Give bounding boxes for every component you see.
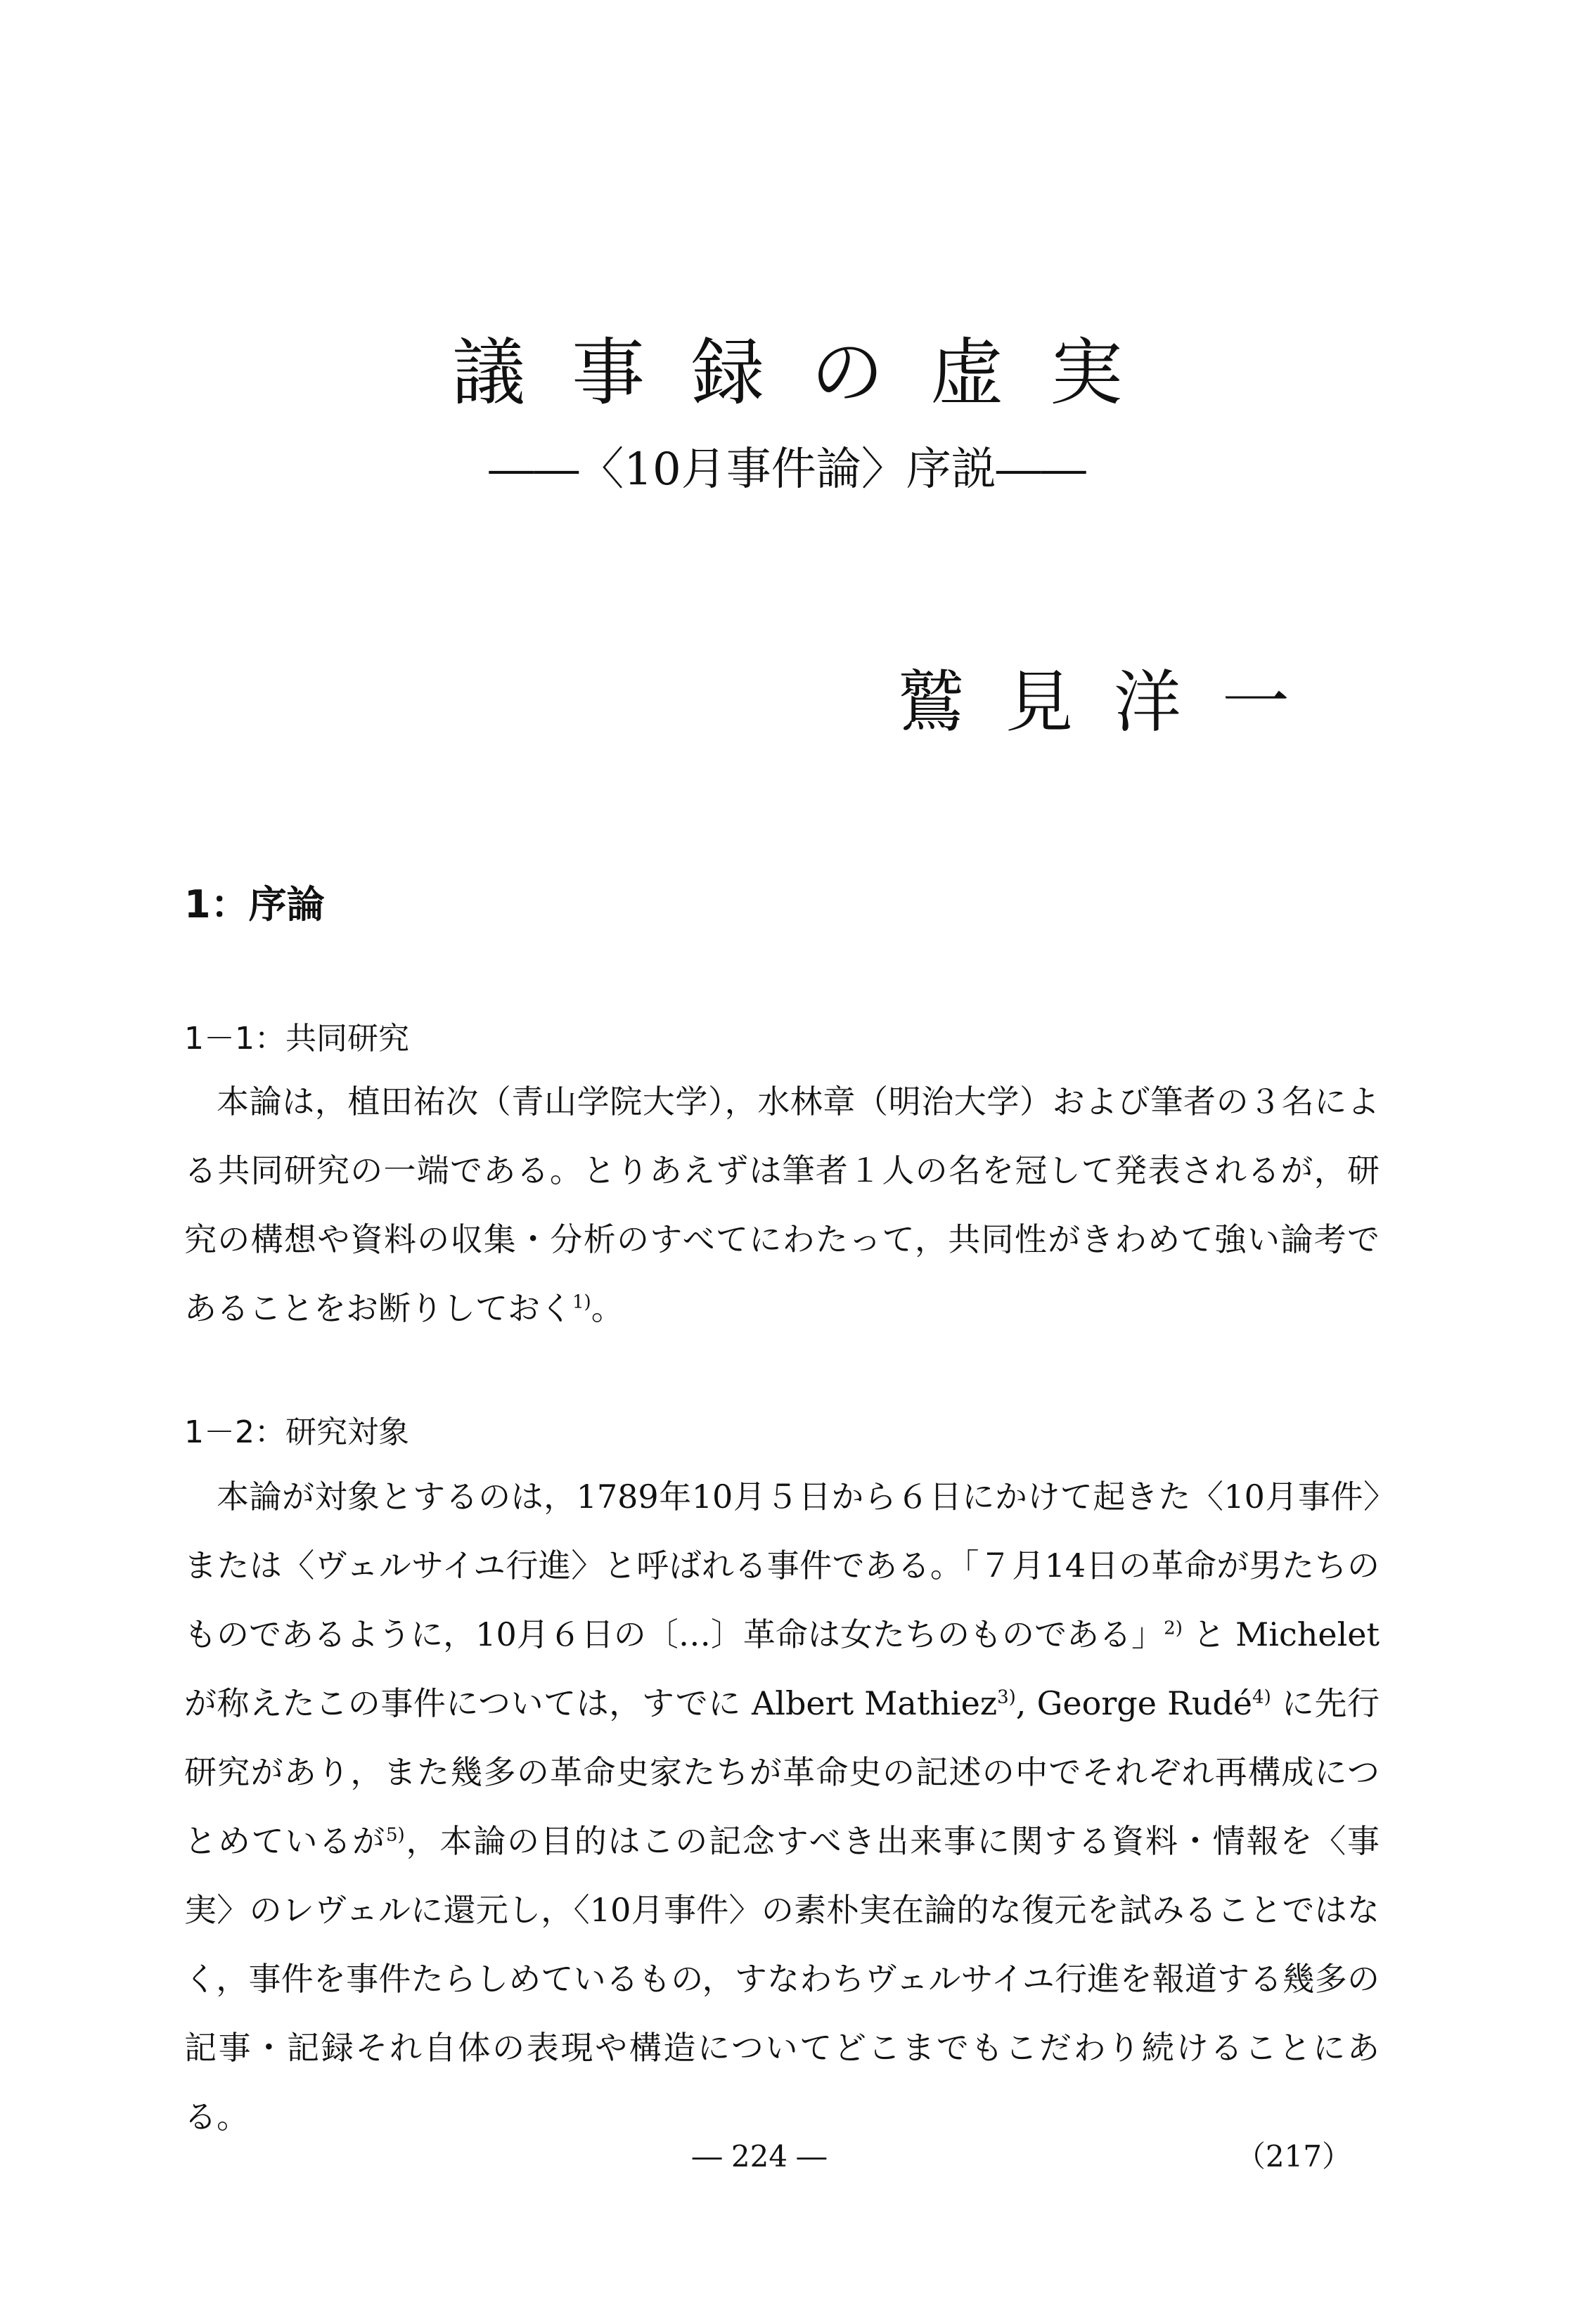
subsection-heading-joint-research: 1－1：共同研究 [184,1021,409,1057]
paragraph-research-subject [184,1462,1380,2151]
article-title: 議事録の虚実 [451,330,1169,415]
article-subtitle: ――〈10月事件論〉序説―― [489,444,1086,496]
page-number: ― 224 ― [692,2139,827,2174]
author-name: 鷲見洋一 [897,663,1330,742]
paragraph-text: ，本論の目的はこの記念すべき出来事に関する資料・情報を〈事実〉のレヴェルに還元し，〈10月事件〉の素朴実在論的な復元を試みることではなく，事件を事件たらしめているもの，すなわちヴェルサイユ行進を報道する幾多の記事・記録それ自体の表現や構造についてどこまでもこだわり続けることにある。 [184,1822,1380,2136]
subsection-heading-research-subject: 1－2：研究対象 [184,1414,409,1450]
original-page-number: （217） [1235,2139,1351,2174]
paragraph-text: に先行研究があり，また幾多の革命史家たちが革命史の記述の中でそれぞれ再構成につとめているが [184,1684,1380,1860]
section-heading-introduction: 1：序論 [184,882,325,927]
footnote-ref-5: 5) [386,1824,405,1846]
paragraph-text: 本論が対象とするのは，1789年10月５日から６日にかけて起きた〈10月事件〉または〈ヴェルサイユ行進〉と呼ばれる事件である。「７月14日の革命が男たちのものであるように，10月６日の〔…〕革命は女たちのものである」 [184,1478,1380,1653]
paragraph-joint-research [184,1067,1380,1343]
footnote-ref-1: 1) [572,1291,591,1313]
footnote-ref-3: 3) [997,1686,1016,1708]
paragraph-text: と Michelet が称えたこの事件については，すでに Albert Mathiez [184,1615,1380,1722]
paragraph-text: , George Rudé [1015,1684,1253,1722]
footnote-ref-4: 4) [1252,1686,1271,1708]
paragraph-text: 。 [591,1289,624,1327]
footnote-ref-2: 2) [1164,1618,1183,1639]
paragraph-text: 本論は，植田祐次（青山学院大学），水林章（明治大学）および筆者の３名による共同研究の一端である。とりあえずは筆者１人の名を冠して発表されるが，研究の構想や資料の収集・分析のすべてにわたって，共同性がきわめて強い論考であることをお断りしておく [184,1083,1380,1327]
